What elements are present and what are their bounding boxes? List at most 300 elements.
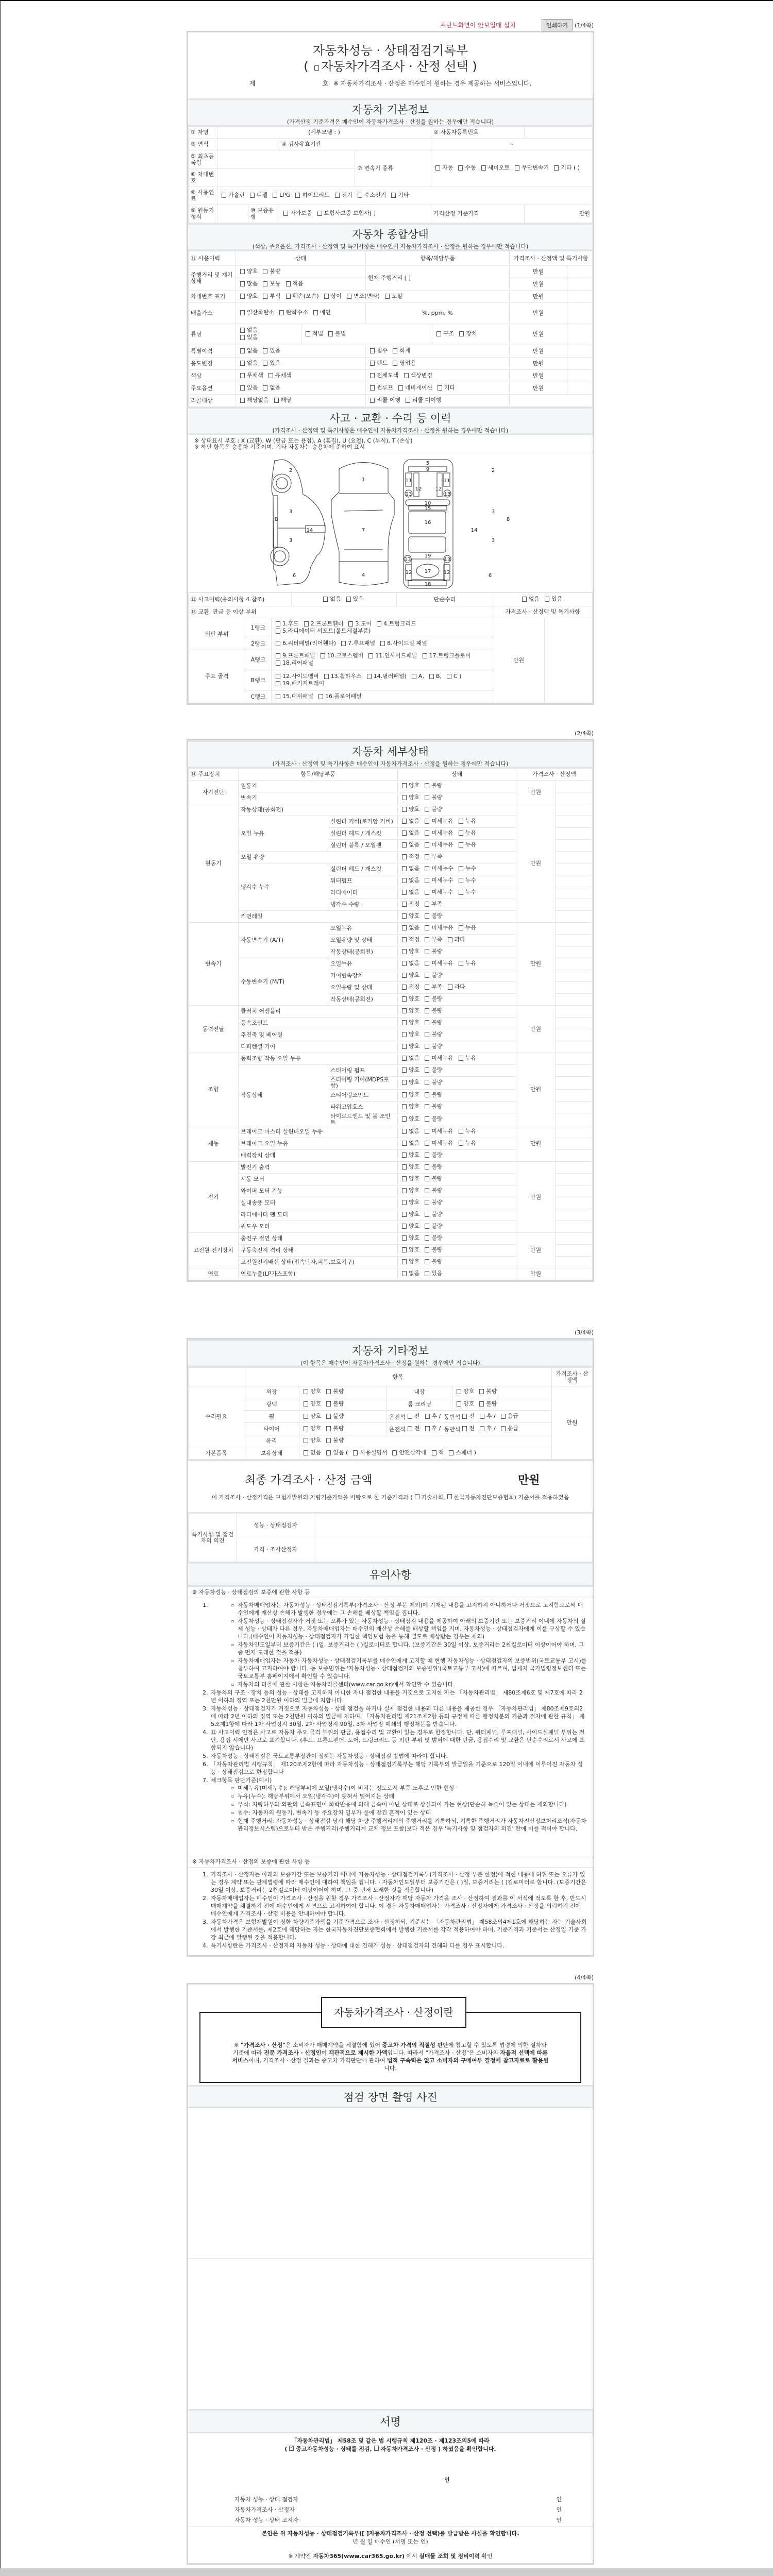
checkbox-icon[interactable]	[222, 193, 226, 198]
checkbox-icon[interactable]	[425, 996, 429, 1002]
checkbox-icon[interactable]	[481, 165, 486, 171]
checkbox-option[interactable]	[427, 673, 442, 680]
checkbox-icon[interactable]	[348, 621, 353, 626]
checkbox-option[interactable]	[324, 1388, 344, 1395]
checkbox-icon[interactable]	[425, 1224, 429, 1229]
checkbox-icon[interactable]	[380, 641, 385, 646]
checkbox-icon[interactable]	[398, 385, 403, 391]
checkbox-icon[interactable]	[304, 1401, 308, 1406]
checkbox-option[interactable]	[423, 889, 453, 895]
inspection-checkbox-checked[interactable]	[289, 2446, 294, 2451]
checkbox-option[interactable]	[400, 1211, 419, 1217]
checkbox-option[interactable]	[457, 1128, 476, 1134]
checkbox-icon[interactable]	[457, 1401, 461, 1406]
checkbox-option[interactable]	[423, 937, 442, 943]
checkbox-icon[interactable]	[402, 831, 407, 836]
checkbox-icon[interactable]	[459, 1129, 463, 1134]
checkbox-option[interactable]	[423, 806, 442, 812]
price-field[interactable]	[556, 852, 593, 863]
price-note[interactable]	[545, 618, 593, 703]
checkbox-option[interactable]	[423, 1031, 442, 1038]
checkbox-option[interactable]	[423, 1247, 442, 1253]
checkbox-icon[interactable]	[425, 1153, 429, 1158]
price-field[interactable]	[556, 946, 593, 958]
checkbox-option[interactable]	[457, 866, 476, 872]
checkbox-icon[interactable]	[276, 629, 280, 634]
checkbox-icon[interactable]	[408, 1414, 412, 1419]
checkbox-option[interactable]	[390, 1450, 426, 1456]
checkbox-icon[interactable]	[276, 681, 280, 686]
price-note[interactable]	[567, 278, 593, 291]
checkbox-option[interactable]	[368, 372, 399, 379]
checkbox-option[interactable]	[301, 1437, 321, 1444]
checkbox-option[interactable]	[430, 1450, 444, 1456]
checkbox-icon[interactable]	[425, 1271, 429, 1276]
checkbox-icon[interactable]	[240, 361, 245, 366]
checkbox-icon[interactable]	[425, 902, 429, 907]
checkbox-option[interactable]	[274, 640, 336, 647]
checkbox-option[interactable]	[423, 1164, 442, 1170]
checkbox-icon[interactable]	[425, 985, 429, 990]
checkbox-option[interactable]	[400, 1235, 419, 1241]
checkbox-option[interactable]	[477, 1388, 497, 1395]
checkbox-icon[interactable]	[370, 361, 375, 366]
checkbox-option[interactable]	[402, 372, 433, 379]
checkbox-icon[interactable]	[347, 294, 351, 299]
checkbox-option[interactable]	[391, 348, 410, 354]
checkbox-icon[interactable]	[459, 878, 463, 883]
checkbox-option[interactable]	[266, 372, 292, 379]
checkbox-icon[interactable]	[402, 866, 407, 871]
checkbox-icon[interactable]	[554, 165, 559, 171]
checkbox-icon[interactable]	[425, 961, 429, 966]
checkbox-option[interactable]	[478, 1426, 496, 1432]
base-price-unit[interactable]: 만원	[525, 205, 593, 223]
checkbox-icon[interactable]	[402, 1153, 407, 1158]
checkbox-option[interactable]	[400, 1031, 419, 1038]
checkbox-option[interactable]	[301, 1401, 321, 1407]
checkbox-icon[interactable]	[402, 996, 407, 1002]
checkbox-icon[interactable]	[425, 1056, 429, 1061]
price-note[interactable]	[567, 266, 593, 278]
checkbox-option[interactable]	[316, 693, 362, 700]
checkbox-option[interactable]	[433, 165, 453, 171]
checkbox-option[interactable]	[346, 621, 372, 627]
checkbox-icon[interactable]	[425, 783, 429, 788]
checkbox-option[interactable]	[400, 794, 419, 801]
checkbox-option[interactable]	[400, 1270, 419, 1277]
checkbox-icon[interactable]	[402, 1141, 407, 1146]
checkbox-icon[interactable]	[545, 597, 549, 602]
checkbox-option[interactable]	[274, 653, 315, 659]
checkbox-icon[interactable]	[459, 1141, 463, 1146]
checkbox-icon[interactable]	[304, 1414, 308, 1419]
checkbox-icon[interactable]	[276, 694, 280, 699]
checkbox-icon[interactable]	[425, 866, 429, 871]
checkbox-option[interactable]	[324, 1413, 344, 1419]
price-field[interactable]	[556, 1150, 593, 1162]
checkbox-option[interactable]	[423, 830, 453, 836]
year-field[interactable]	[217, 139, 279, 150]
checkbox-icon[interactable]	[462, 1414, 467, 1419]
checkbox-icon[interactable]	[425, 878, 429, 883]
checkbox-option[interactable]	[457, 331, 477, 337]
checkbox-icon[interactable]	[341, 641, 346, 646]
checkbox-option[interactable]	[238, 310, 274, 316]
checkbox-icon[interactable]	[480, 1414, 484, 1419]
checkbox-icon[interactable]	[425, 937, 429, 942]
checkbox-option[interactable]	[406, 1426, 420, 1432]
checkbox-icon[interactable]	[515, 165, 519, 171]
checkbox-icon[interactable]	[313, 310, 318, 315]
checkbox-option[interactable]	[238, 360, 258, 366]
checkbox-option[interactable]	[400, 842, 419, 848]
price-field[interactable]	[556, 840, 593, 852]
checkbox-option[interactable]	[274, 621, 299, 627]
checkbox-option[interactable]	[400, 1176, 419, 1182]
checkbox-icon[interactable]	[429, 674, 434, 679]
checkbox-icon[interactable]	[402, 1164, 407, 1170]
checkbox-option[interactable]	[391, 360, 416, 366]
checkbox-option[interactable]	[400, 960, 419, 967]
checkbox-icon[interactable]	[438, 385, 442, 391]
price-field[interactable]	[556, 994, 593, 1006]
checkbox-icon[interactable]	[436, 331, 441, 336]
checkbox-option[interactable]	[261, 360, 280, 366]
checkbox-icon[interactable]	[318, 694, 323, 699]
checkbox-option[interactable]	[423, 1079, 442, 1086]
checkbox-icon[interactable]	[459, 331, 464, 336]
checkbox-icon[interactable]	[240, 398, 245, 403]
checkbox-icon[interactable]	[459, 925, 463, 930]
checkbox-icon[interactable]	[368, 653, 373, 658]
checkbox-icon[interactable]	[402, 795, 407, 800]
checkbox-option[interactable]	[400, 1020, 419, 1026]
checkbox-icon[interactable]	[263, 348, 267, 353]
checkbox-icon[interactable]	[276, 641, 280, 646]
checkbox-icon[interactable]	[402, 1116, 407, 1122]
checkbox-option[interactable]	[375, 621, 416, 627]
checkbox-option[interactable]	[301, 1388, 321, 1395]
price-field[interactable]	[556, 1268, 593, 1280]
price-field[interactable]	[556, 1018, 593, 1029]
price-note[interactable]	[567, 382, 593, 395]
checkbox-option[interactable]	[423, 1426, 441, 1432]
checkbox-option[interactable]	[457, 842, 476, 848]
checkbox-option[interactable]	[400, 1055, 419, 1061]
checkbox-icon[interactable]	[425, 1164, 429, 1170]
checkbox-option[interactable]	[383, 293, 402, 299]
checkbox-option[interactable]	[423, 1188, 442, 1194]
price-field[interactable]	[556, 1126, 593, 1138]
checkbox-icon[interactable]	[250, 193, 255, 198]
checkbox-icon[interactable]	[393, 361, 397, 366]
checkbox-icon[interactable]	[326, 1426, 331, 1431]
checkbox-option[interactable]	[457, 960, 476, 967]
checkbox-icon[interactable]	[402, 949, 407, 954]
checkbox-option[interactable]	[261, 293, 280, 299]
checkbox-option[interactable]	[400, 877, 419, 884]
checkbox-option[interactable]	[423, 1211, 442, 1217]
checkbox-option[interactable]	[423, 1223, 442, 1229]
checkbox-icon[interactable]	[402, 807, 407, 812]
checkbox-icon[interactable]	[458, 165, 463, 171]
checkbox-icon[interactable]	[459, 842, 463, 848]
checkbox-option[interactable]	[356, 192, 386, 198]
checkbox-icon[interactable]	[425, 1176, 429, 1181]
checkbox-icon[interactable]	[367, 674, 372, 679]
checkbox-icon[interactable]	[425, 925, 429, 930]
checkbox-icon[interactable]	[402, 1020, 407, 1025]
checkbox-icon[interactable]	[370, 348, 375, 353]
checkbox-option[interactable]	[457, 925, 476, 931]
checkbox-option[interactable]	[333, 192, 352, 198]
checkbox-icon[interactable]	[425, 807, 429, 812]
checkbox-option[interactable]	[400, 1259, 419, 1265]
checkbox-option[interactable]	[423, 1116, 442, 1122]
checkbox-option[interactable]	[423, 913, 442, 919]
checkbox-icon[interactable]	[326, 1414, 331, 1419]
checkbox-icon[interactable]	[393, 348, 397, 353]
checkbox-icon[interactable]	[449, 1450, 453, 1455]
checkbox-option[interactable]	[318, 653, 364, 659]
checkbox-option[interactable]	[423, 866, 453, 872]
checkbox-option[interactable]	[423, 1104, 442, 1110]
checkbox-icon[interactable]	[370, 373, 375, 378]
checkbox-option[interactable]	[423, 972, 442, 978]
checkbox-icon[interactable]	[402, 1032, 407, 1037]
checkbox-icon[interactable]	[425, 854, 429, 859]
price-field[interactable]	[556, 1053, 593, 1065]
price-field[interactable]	[556, 1221, 593, 1233]
checkbox-icon[interactable]	[263, 294, 267, 299]
checkbox-option[interactable]	[446, 984, 465, 990]
checkbox-option[interactable]	[460, 1426, 475, 1432]
checkbox-option[interactable]	[400, 1092, 419, 1098]
checkbox-option[interactable]	[446, 937, 465, 943]
checkbox-icon[interactable]	[346, 597, 351, 602]
checkbox-option[interactable]	[400, 1140, 419, 1146]
checkbox-icon[interactable]	[402, 783, 407, 788]
checkbox-icon[interactable]	[425, 1067, 429, 1073]
checkbox-icon[interactable]	[240, 385, 245, 391]
checkbox-option[interactable]	[284, 281, 304, 287]
checkbox-option[interactable]	[400, 913, 419, 919]
price-field[interactable]	[556, 1209, 593, 1221]
checkbox-option[interactable]	[423, 818, 453, 824]
current-mileage[interactable]: 현재 주행거리 [ ]	[366, 266, 510, 291]
price-field[interactable]	[556, 781, 593, 792]
checkbox-option[interactable]	[552, 165, 580, 171]
checkbox-icon[interactable]	[402, 1080, 407, 1085]
checkbox-icon[interactable]	[328, 331, 333, 336]
checkbox-option[interactable]	[274, 628, 371, 634]
checkbox-option[interactable]	[423, 1067, 442, 1073]
checkbox-icon[interactable]	[448, 985, 452, 990]
checkbox-option[interactable]	[301, 1450, 321, 1456]
checkbox-option[interactable]	[400, 1067, 419, 1073]
checkbox-icon[interactable]	[402, 1188, 407, 1193]
checkbox-option[interactable]	[400, 1008, 419, 1014]
checkbox-option[interactable]	[368, 397, 400, 403]
checkbox-option[interactable]	[322, 673, 362, 680]
checkbox-option[interactable]	[447, 1450, 476, 1456]
checkbox-option[interactable]	[284, 293, 319, 299]
checkbox-icon[interactable]	[263, 269, 267, 274]
checkbox-icon[interactable]	[276, 660, 280, 666]
checkbox-option[interactable]	[238, 372, 263, 379]
price-field[interactable]	[556, 1029, 593, 1041]
checkbox-icon[interactable]	[425, 1044, 429, 1049]
checkbox-icon[interactable]	[402, 819, 407, 824]
checkbox-icon[interactable]	[425, 1129, 429, 1134]
price-field[interactable]	[556, 911, 593, 923]
checkbox-option[interactable]	[400, 1188, 419, 1194]
checkbox-icon[interactable]	[263, 361, 267, 366]
reg-no-field[interactable]	[525, 127, 593, 139]
checkbox-icon[interactable]	[425, 890, 429, 895]
checkbox-option[interactable]	[400, 866, 419, 872]
price-field[interactable]	[556, 970, 593, 982]
checkbox-icon[interactable]	[240, 310, 245, 315]
checkbox-icon[interactable]	[276, 674, 280, 679]
checkbox-option[interactable]	[261, 385, 280, 391]
checkbox-option[interactable]	[423, 1140, 453, 1146]
checkbox-option[interactable]	[457, 1140, 476, 1146]
checkbox-option[interactable]	[499, 1413, 518, 1419]
checkbox-icon[interactable]	[425, 949, 429, 954]
checkbox-option[interactable]	[238, 397, 269, 403]
checkbox-option[interactable]	[400, 1116, 419, 1122]
vin-field[interactable]	[217, 169, 355, 187]
checkbox-icon[interactable]	[402, 961, 407, 966]
checkbox-option[interactable]	[274, 681, 324, 687]
checkbox-option[interactable]	[423, 783, 442, 789]
checkbox-option[interactable]	[423, 842, 453, 848]
checkbox-icon[interactable]	[402, 1224, 407, 1229]
checkbox-option[interactable]	[400, 1043, 419, 1049]
checkbox-option[interactable]	[423, 984, 442, 990]
checkbox-icon[interactable]	[480, 1426, 484, 1431]
checkbox-icon[interactable]	[402, 985, 407, 990]
checkbox-icon[interactable]	[317, 211, 322, 216]
checkbox-option[interactable]	[366, 653, 417, 659]
checkbox-option[interactable]	[423, 1176, 442, 1182]
checkbox-icon[interactable]	[276, 653, 280, 658]
checkbox-option[interactable]	[321, 596, 341, 602]
checkbox-option[interactable]	[423, 1259, 442, 1265]
price-field[interactable]	[556, 1185, 593, 1197]
price-field[interactable]	[556, 935, 593, 946]
checkbox-option[interactable]	[378, 640, 427, 647]
checkbox-option[interactable]	[423, 1092, 442, 1098]
checkbox-option[interactable]	[423, 1270, 442, 1277]
checkbox-option[interactable]	[304, 331, 323, 337]
checkbox-icon[interactable]	[324, 294, 329, 299]
checkbox-icon[interactable]	[276, 621, 280, 626]
checkbox-icon[interactable]	[402, 1067, 407, 1073]
checkbox-icon[interactable]	[459, 866, 463, 871]
checkbox-option[interactable]	[423, 1152, 442, 1158]
price-field[interactable]	[556, 875, 593, 887]
checkbox-option[interactable]	[400, 806, 419, 812]
checkbox-icon[interactable]	[240, 328, 245, 333]
checkbox-option[interactable]	[345, 293, 380, 299]
checkbox-option[interactable]	[324, 1426, 344, 1432]
checkbox-icon[interactable]	[402, 1247, 407, 1252]
checkbox-option[interactable]	[423, 901, 442, 907]
checkbox-icon[interactable]	[425, 973, 429, 978]
checkbox-icon[interactable]	[459, 890, 463, 895]
checkbox-option[interactable]	[324, 1401, 344, 1407]
checkbox-icon[interactable]	[402, 1056, 407, 1061]
checkbox-option[interactable]	[400, 937, 419, 943]
checkbox-option[interactable]	[400, 854, 419, 860]
checkbox-icon[interactable]	[240, 281, 245, 286]
checkbox-option[interactable]	[457, 818, 476, 824]
checkbox-icon[interactable]	[459, 819, 463, 824]
price-field[interactable]	[556, 1113, 593, 1126]
checkbox-option[interactable]	[400, 1164, 419, 1170]
checkbox-option[interactable]	[406, 1413, 420, 1419]
checkbox-icon[interactable]	[240, 335, 245, 340]
first-reg-field[interactable]	[217, 150, 355, 169]
checkbox-option[interactable]	[435, 385, 455, 391]
checkbox-option[interactable]	[368, 348, 388, 354]
price-field[interactable]	[556, 804, 593, 816]
checkbox-icon[interactable]	[425, 1212, 429, 1217]
checkbox-icon[interactable]	[304, 1438, 308, 1443]
price-field[interactable]	[556, 816, 593, 828]
checkbox-option[interactable]	[238, 327, 258, 333]
checkbox-option[interactable]	[423, 1235, 442, 1241]
checkbox-option[interactable]	[455, 1401, 474, 1407]
price-note[interactable]	[567, 303, 593, 324]
checkbox-option[interactable]	[368, 360, 388, 366]
checkbox-option[interactable]	[423, 925, 453, 931]
price-field[interactable]	[556, 1090, 593, 1101]
checkbox-option[interactable]	[400, 1152, 419, 1158]
checkbox-icon[interactable]	[425, 819, 429, 824]
checkbox-option[interactable]	[396, 385, 432, 391]
checkbox-icon[interactable]	[240, 294, 245, 299]
checkbox-icon[interactable]	[402, 937, 407, 942]
checkbox-icon[interactable]	[323, 597, 328, 602]
checkbox-option[interactable]	[457, 889, 476, 895]
checkbox-option[interactable]	[423, 1199, 442, 1206]
checkbox-option[interactable]	[477, 1401, 497, 1407]
checkbox-option[interactable]	[423, 1043, 442, 1049]
checkbox-icon[interactable]	[402, 902, 407, 907]
price-field[interactable]	[556, 982, 593, 994]
checkbox-icon[interactable]	[501, 1414, 506, 1419]
checkbox-option[interactable]	[513, 165, 549, 171]
checkbox-option[interactable]	[400, 783, 419, 789]
checkbox-option[interactable]	[261, 348, 280, 354]
checkbox-icon[interactable]	[263, 385, 267, 391]
checkbox-option[interactable]	[400, 1247, 419, 1253]
checkbox-icon[interactable]	[432, 1450, 436, 1455]
price-note[interactable]	[567, 324, 593, 345]
checkbox-icon[interactable]	[412, 674, 416, 679]
checkbox-icon[interactable]	[370, 385, 375, 391]
checkbox-icon[interactable]	[306, 331, 310, 336]
checkbox-option[interactable]	[238, 293, 258, 299]
checkbox-option[interactable]	[423, 794, 442, 801]
price-field[interactable]	[556, 828, 593, 840]
checkbox-option[interactable]	[410, 673, 424, 680]
price-note[interactable]	[567, 345, 593, 358]
